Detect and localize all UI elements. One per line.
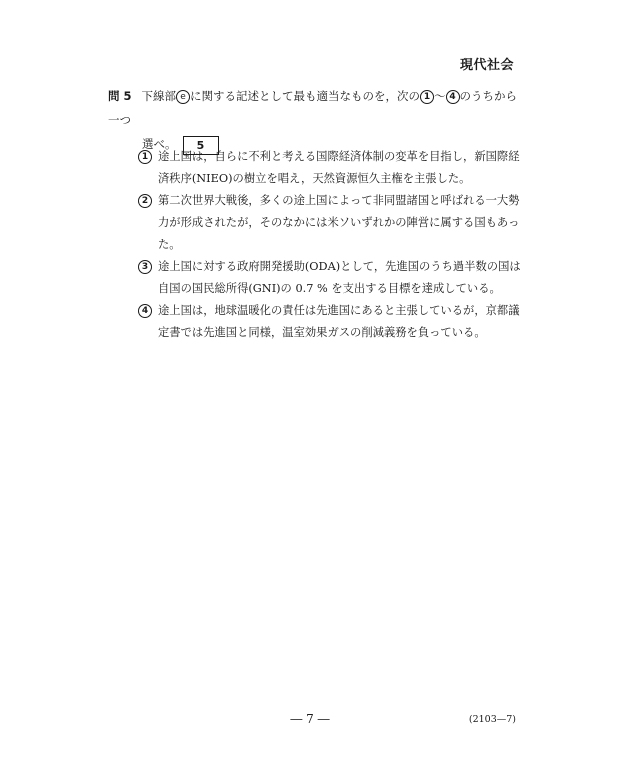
choice-3[interactable] — [138, 256, 528, 300]
question-prompt-part1: 下線部 — [141, 89, 177, 103]
underline-marker-e: e — [176, 90, 190, 104]
question-line-1 — [108, 84, 528, 132]
choice-3-text: 途上国に対する政府開発援助(ODA)として，先進国のうち過半数の国は自国の国民総所得(GNI)の 0.7 % を支出する目標を達成している。 — [158, 260, 521, 295]
choice-4-marker: 4 — [138, 304, 152, 318]
document-code: (2103—7) — [468, 714, 516, 725]
question-instruction: 選べ。 — [142, 137, 177, 151]
choice-2[interactable] — [138, 190, 528, 256]
choice-3-marker: 3 — [138, 260, 152, 274]
page-number: ― 7 ― — [290, 712, 330, 726]
choice-2-marker: 2 — [138, 194, 152, 208]
subject-heading: 現代社会 — [459, 58, 514, 73]
choice-4-text: 途上国は，地球温暖化の責任は先進国にあると主張しているが，京都議定書では先進国と同様，温室効果ガスの削減義務を負っている。 — [158, 304, 520, 339]
question-prompt-part2: に関する記述として最も適当なものを，次の — [190, 89, 421, 103]
range-separator: ～ — [434, 89, 446, 103]
choice-1-text: 途上国は，自らに不利と考える国際経済体制の変革を目指し，新国際経済秩序(NIEO)の樹立を唱え，天然資源恒久主権を主張した。 — [158, 150, 520, 185]
choice-2-text: 第二次世界大戦後，多くの途上国によって非同盟諸国と呼ばれる一大勢力が形成されたが，そのなかには米ソいずれかの陣営に属する国もあった。 — [158, 194, 520, 251]
choice-4[interactable] — [138, 300, 528, 344]
question-number: 問 5 — [108, 89, 132, 103]
range-start-marker: 1 — [420, 90, 434, 104]
choice-1-marker: 1 — [138, 150, 152, 164]
choice-1[interactable] — [138, 146, 528, 190]
question-prompt-part3: のうちから一つ — [108, 89, 518, 127]
answer-box[interactable]: 5 — [183, 136, 219, 155]
range-end-marker: 4 — [446, 90, 460, 104]
choice-list — [138, 146, 528, 344]
